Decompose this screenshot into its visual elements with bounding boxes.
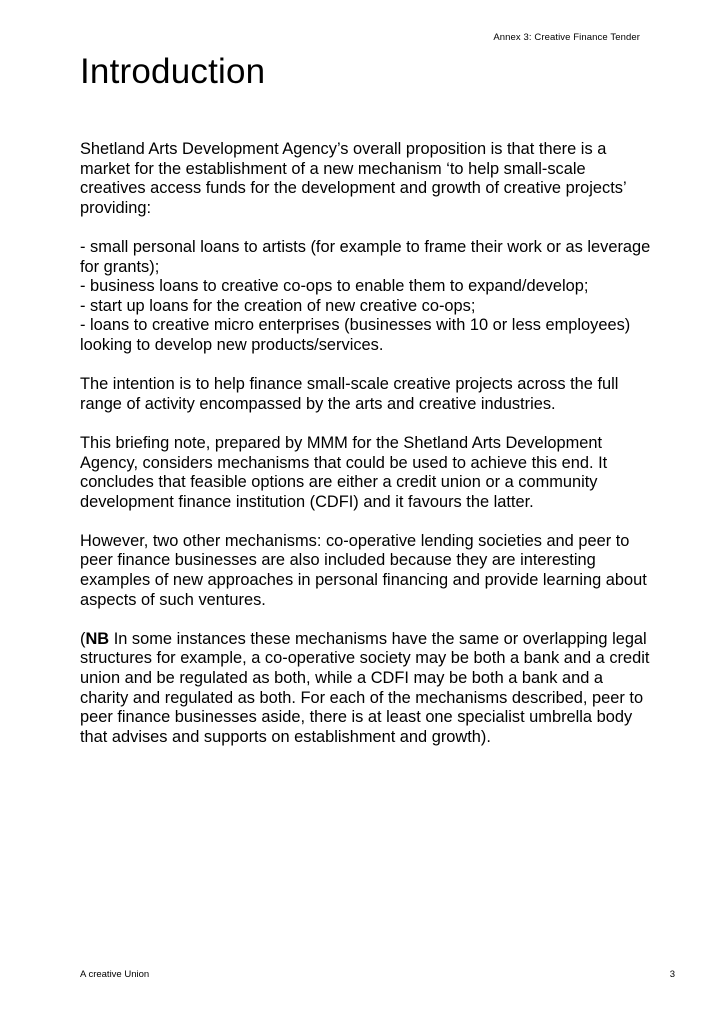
text-line: market for the establishment of a new mechanism ‘to help small-scale	[80, 159, 586, 178]
however-paragraph	[80, 532, 680, 610]
text-line: - small personal loans to artists (for example to frame their work or as leverage	[80, 237, 651, 256]
text-line	[80, 630, 680, 650]
footer-title: A creative Union	[80, 969, 150, 980]
text-line: that advises and supports on establishment and growth).	[80, 727, 491, 746]
intention-paragraph	[80, 375, 680, 414]
text-line: The intention is to help finance small-scale creative projects across the full	[80, 375, 619, 394]
text-line: development finance institution (CDFI) and it favours the latter.	[80, 492, 534, 511]
text-line: concludes that feasible options are either a credit union or a community	[80, 473, 598, 492]
briefing-paragraph	[80, 434, 680, 512]
text-line: looking to develop new products/services.	[80, 335, 384, 354]
text-line: creatives access funds for the development and growth of creative projects’	[80, 179, 627, 198]
text-line: charity and regulated as both. For each of the mechanisms described, peer to	[80, 688, 644, 707]
text-line: This briefing note, prepared by MMM for the Shetland Arts Development	[80, 433, 603, 452]
nb-label: NB	[85, 629, 110, 648]
page-number: 3	[669, 969, 675, 980]
text-line: examples of new approaches in personal financing and provide learning about	[80, 571, 647, 590]
text-line: union and be regulated as both, while a CDFI may be both a bank and a	[80, 669, 604, 688]
text-line: Agency, considers mechanisms that could be used to achieve this end. It	[80, 453, 608, 472]
body-text	[80, 140, 680, 767]
open-paren: (	[80, 629, 86, 648]
page-title: Introduction	[80, 52, 266, 91]
text-line: providing:	[80, 198, 152, 217]
text-line: Shetland Arts Development Agency’s overall proposition is that there is a	[80, 140, 607, 158]
text-line: However, two other mechanisms: co-operative lending societies and peer to	[80, 531, 630, 550]
text-line: structures for example, a co-operative society may be both a bank and a credit	[80, 649, 650, 668]
text-line: - start up loans for the creation of new creative co-ops;	[80, 296, 476, 315]
note-first-line: In some instances these mechanisms have the same or overlapping legal	[109, 629, 647, 648]
loan-list	[80, 238, 680, 356]
running-header: Annex 3: Creative Finance Tender	[493, 32, 640, 43]
text-line: range of activity encompassed by the arts and creative industries.	[80, 394, 556, 413]
text-line: peer finance businesses aside, there is at least one specialist umbrella body	[80, 708, 633, 727]
text-line: - loans to creative micro enterprises (businesses with 10 or less employees)	[80, 316, 631, 335]
intro-paragraph	[80, 140, 680, 218]
text-line: for grants);	[80, 257, 160, 276]
text-line: - business loans to creative co-ops to enable them to expand/develop;	[80, 277, 589, 296]
text-line: peer finance businesses are also included because they are interesting	[80, 551, 596, 570]
note-paragraph	[80, 630, 680, 748]
text-line: aspects of such ventures.	[80, 590, 266, 609]
